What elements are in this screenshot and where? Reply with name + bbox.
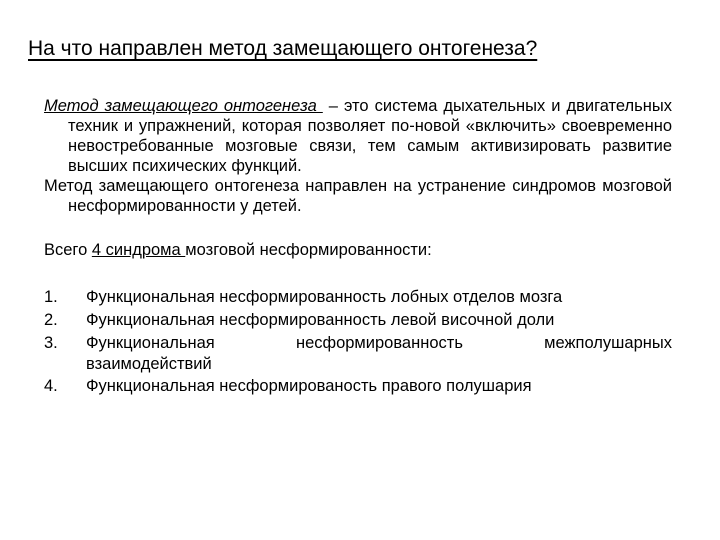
summary-prefix: Всего xyxy=(44,241,92,259)
list-item xyxy=(44,332,672,375)
list-item-text: Функциональная несформированность левой височной доли xyxy=(86,311,555,329)
definition-paragraph xyxy=(44,96,672,176)
list-item xyxy=(44,375,672,398)
slide-body xyxy=(44,96,672,398)
list-item-text-block xyxy=(86,332,672,375)
definition-text: – это система дыхательных и двигательных техник и упражнений, которая позволяет по-новой «включить» своевременно невостребованные мозговые связи, тем самым активизировать развитие высших психических функций. xyxy=(68,97,672,175)
summary-highlight: 4 синдрома xyxy=(91,241,186,259)
list-item-text: Функциональная несформированость правого полушария xyxy=(86,377,532,395)
syndrome-list xyxy=(44,286,672,398)
purpose-paragraph: Метод замещающего онтогенеза направлен на устранение синдромов мозговой несформированности у детей. xyxy=(44,177,672,215)
list-item-number: 2. xyxy=(44,311,58,329)
definition-term: Метод замещающего онтогенеза xyxy=(44,97,323,115)
list-item xyxy=(44,309,672,332)
summary-line xyxy=(44,240,672,260)
list-item xyxy=(44,286,672,309)
list-item-text: Функциональная несформированность межполушарных xyxy=(86,334,672,352)
list-item-text: Функциональная несформированность лобных отделов мозга xyxy=(86,288,563,306)
list-item-number: 4. xyxy=(44,377,58,395)
slide-title: На что направлен метод замещающего онтогенеза? xyxy=(28,37,538,60)
list-item-number: 3. xyxy=(44,334,58,352)
list-item-number: 1. xyxy=(44,288,58,306)
summary-suffix: мозговой несформированности: xyxy=(185,241,432,259)
list-item-text-continued: взаимодействий xyxy=(86,355,212,373)
